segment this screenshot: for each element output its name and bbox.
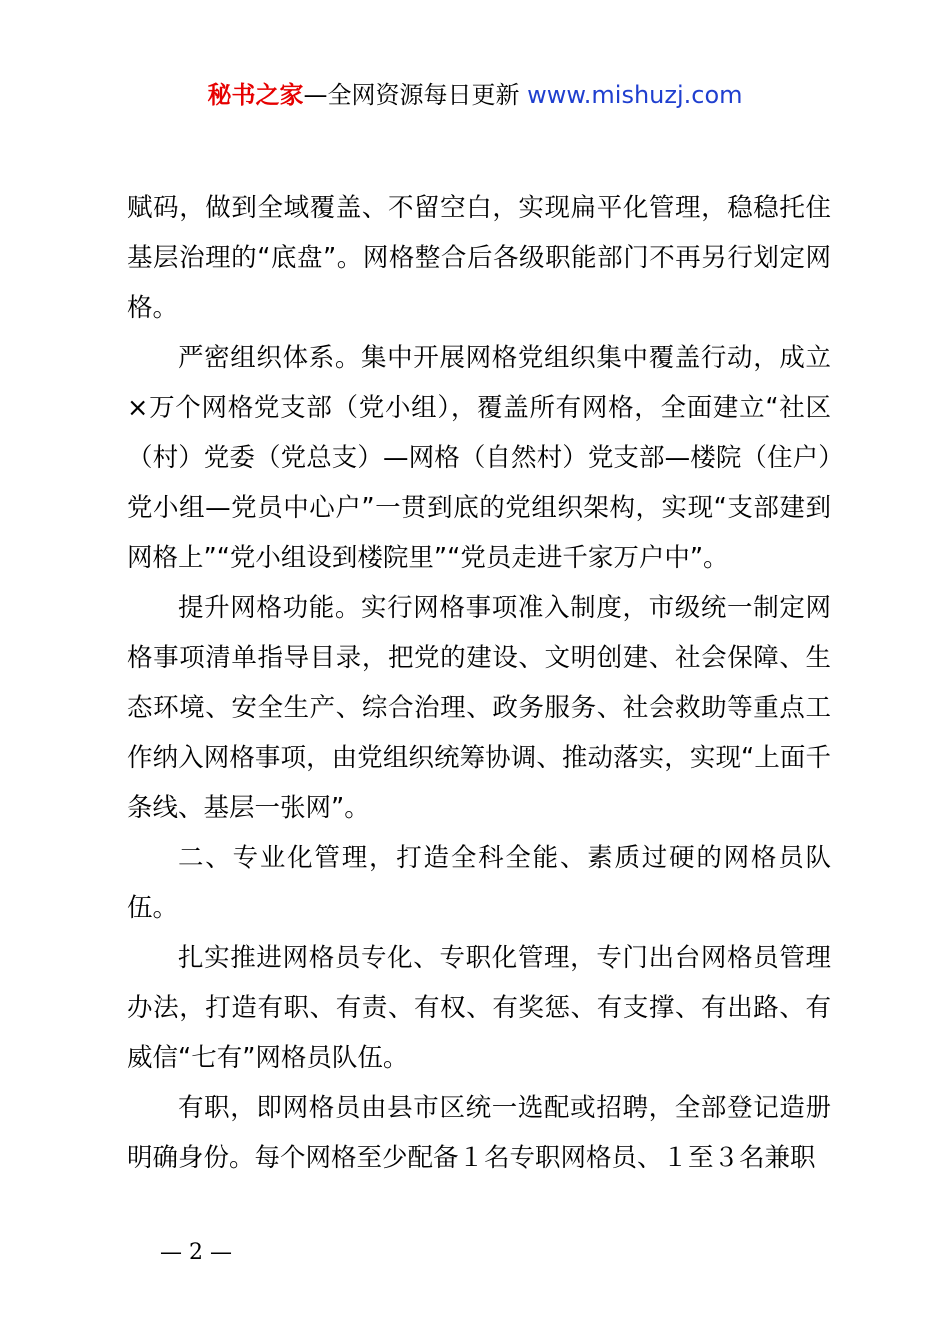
paragraph-continuation: 赋码，做到全域覆盖、不留空白，实现扁平化管理，稳稳托住基层治理的“底盘”。网格整合后各级职能部门不再另行划定网格。 [127,193,831,323]
brand-name: 秘书之家 [207,81,304,109]
site-header [0,78,950,112]
paragraph-grid-function: 提升网格功能。实行网格事项准入制度，市级统一制定网格事项清单指导目录，把党的建设、文明创建、社会保障、生态环境、安全生产、综合治理、政务服务、社会救助等重点工作纳入网格事项，由党组织统筹协调、推动落实，实现“上面千条线、基层一张网”。 [127,593,831,823]
document-body [127,183,831,1183]
paragraph-organization-system: 严密组织体系。集中开展网格党组织集中覆盖行动，成立×万个网格党支部（党小组），覆盖所有网格，全面建立“社区（村）党委（党总支）—网格（自然村）党支部—楼院（住户）党小组—党员中心户”一贯到底的党组织架构，实现“支部建到网格上”“党小组设到楼院里”“党员走进千家万户中”。 [127,343,831,573]
site-url-link[interactable]: www.mishuzj.com [527,81,743,109]
section-heading-professional-management: 二、专业化管理，打造全科全能、素质过硬的网格员队伍。 [127,843,831,923]
paragraph-gridworker-duty: 有职，即网格员由县市区统一选配或招聘，全部登记造册明确身份。每个网格至少配备１名专职网格员、１至３名兼职 [127,1093,831,1173]
header-tagline: —全网资源每日更新 [303,81,520,109]
page-number: — 2 — [160,1240,232,1265]
paragraph-gridworker-management: 扎实推进网格员专化、专职化管理，专门出台网格员管理办法，打造有职、有责、有权、有奖惩、有支撑、有出路、有威信“七有”网格员队伍。 [127,943,831,1073]
